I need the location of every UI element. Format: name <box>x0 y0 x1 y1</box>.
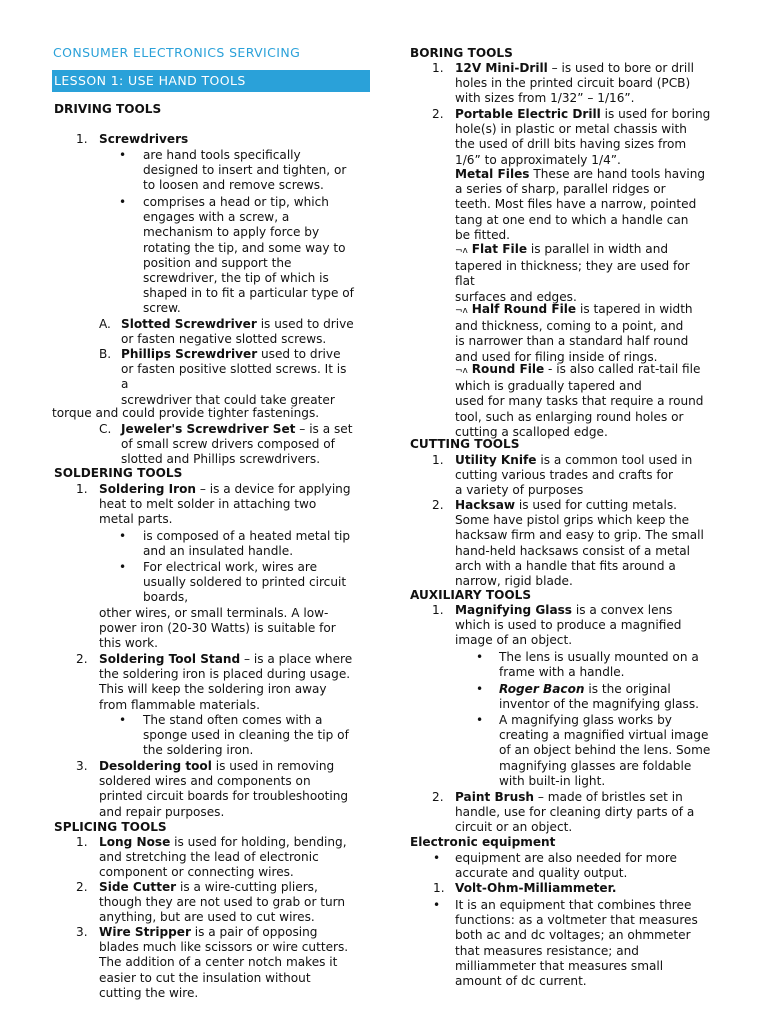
electronic-equipment-heading: Electronic equipment <box>410 835 556 849</box>
mini-drill-item: 12V Mini-Drill – is used to bore or drill holes in the printed circuit board (PCB) with sizes from 1/32” – 1/16”. <box>455 61 694 106</box>
phillips-screwdriver-item: Phillips Screwdriver used to drive or fasten positive slotted screws. It is a screwdriver that could take greater <box>121 347 347 407</box>
bullet-icon <box>433 851 440 866</box>
magnifying-glass-item: Magnifying Glass is a convex lens which is used to produce a magnified image of an object. <box>455 603 682 648</box>
soldering-tools-heading: SOLDERING TOOLS <box>54 466 183 480</box>
screwdriver-bullet-2: comprises a head or tip, which engages with a screw, a mechanism to apply force by rotating the tip, and some way to position and support the screwdriver, the tip of which is shaped in to fit a particular type of screw. <box>143 195 354 316</box>
magnifying-glass-bullet-1: The lens is usually mounted on a frame with a handle. <box>499 650 699 680</box>
lesson-title-bar: LESSON 1: USE HAND TOOLS <box>52 70 370 92</box>
list-number: 2. <box>432 498 444 512</box>
magnifying-glass-bullet-2: Roger Bacon is the original inventor of the magnifying glass. <box>499 682 699 712</box>
bullet-icon <box>476 713 483 728</box>
long-nose-item: Long Nose is used for holding, bending, and stretching the lead of electronic component or connecting wires. <box>99 835 347 880</box>
hacksaw-item: Hacksaw is used for cutting metals. Some have pistol grips which keep the hacksaw firm and easy to grip. The small hand-held hacksaws consist of a metal arch with a handle that fits around a narrow, rigid blade. <box>455 498 704 589</box>
list-number: 3. <box>76 925 88 939</box>
electronic-equipment-bullet-1: equipment are also needed for more accurate and quality output. <box>455 851 677 881</box>
list-number: 1. <box>433 881 445 895</box>
list-letter: B. <box>99 347 112 361</box>
soldering-stand-bullet-1: The stand often comes with a sponge used in cleaning the tip of the soldering iron. <box>143 713 349 758</box>
phillips-screwdriver-continuation: torque and could provide tighter fastenings. <box>52 406 320 420</box>
slotted-screwdriver-item: Slotted Screwdriver is used to drive or fasten negative slotted screws. <box>121 317 354 347</box>
list-number: 1. <box>432 61 444 75</box>
list-number: 2. <box>432 107 444 121</box>
desoldering-tool-item: Desoldering tool is used in removing soldered wires and components on printed circuit boards for troubleshooting and repair purposes. <box>99 759 349 819</box>
screwdriver-bullet-1: are hand tools specifically designed to insert and tighten, or to loosen and remove screws. <box>143 148 347 193</box>
soldering-iron-continuation: other wires, or small terminals. A low- power iron (20-30 Watts) is suitable for this work. <box>99 606 336 651</box>
driving-tools-heading: DRIVING TOOLS <box>54 102 162 116</box>
file-marker-icon: ¬ʌ <box>455 246 468 256</box>
magnifying-glass-bullet-3: A magnifying glass works by creating a magnified virtual image of an object behind the lens. Some magnifying glasses are foldable with built-in light. <box>499 713 711 788</box>
bullet-icon <box>476 682 483 697</box>
soldering-iron-item: Soldering Iron – is a device for applying heat to melt solder in attaching two metal parts. <box>99 482 351 527</box>
bullet-icon <box>433 898 440 913</box>
wire-stripper-item: Wire Stripper is a pair of opposing blades much like scissors or wire cutters. The addition of a center notch makes it easier to cut the insulation without cutting the wire. <box>99 925 349 1000</box>
paint-brush-item: Paint Brush – made of bristles set in handle, use for cleaning dirty parts of a circuit or an object. <box>455 790 695 835</box>
list-number: 1. <box>432 453 444 467</box>
electronic-equipment-bullet-2: It is an equipment that combines three functions: as a voltmeter that measures both ac and dc voltages; an ohmmeter that measures resistance; and milliammeter that measures small amount of dc current. <box>455 898 698 989</box>
soldering-iron-bullet-1: is composed of a heated metal tip and an insulated handle. <box>143 529 351 559</box>
bullet-icon <box>119 560 126 575</box>
flat-file-item: ¬ʌ Flat File is parallel in width and tapered in thickness; they are used for flat surfaces and edges. <box>455 242 690 304</box>
list-number: 3. <box>76 759 88 773</box>
bullet-icon <box>476 650 483 665</box>
metal-files-item: Metal Files These are hand tools having a series of sharp, parallel ridges or teeth. Most files have a narrow, pointed tang at one end to which a handle can be fitted. <box>455 167 706 242</box>
portable-drill-item: Portable Electric Drill is used for boring hole(s) in plastic or metal chassis with the used of drill bits having sizes from 1/6” to approximately 1/4”. <box>455 107 711 167</box>
list-letter: A. <box>99 317 111 331</box>
list-number: 1. <box>76 132 88 146</box>
bullet-icon <box>119 148 126 163</box>
file-marker-icon: ¬ʌ <box>455 366 468 376</box>
file-marker-icon: ¬ʌ <box>455 306 468 316</box>
soldering-stand-item: Soldering Tool Stand – is a place where the soldering iron is placed during usage. This will keep the soldering iron away from flammable materials. <box>99 652 353 712</box>
list-number: 1. <box>76 482 88 496</box>
round-file-item: ¬ʌ Round File - is also called rat-tail file which is gradually tapered and used for many tasks that require a round tool, such as enlarging round holes or cutting a scalloped edge. <box>455 362 704 439</box>
bullet-icon <box>119 195 126 210</box>
utility-knife-item: Utility Knife is a common tool used in cutting various trades and crafts for a variety of purposes <box>455 453 693 498</box>
jeweler-screwdriver-item: Jeweler's Screwdriver Set – is a set of small screw drivers composed of slotted and Phillips screwdrivers. <box>121 422 353 467</box>
side-cutter-item: Side Cutter is a wire-cutting pliers, though they are not used to grab or turn anything, but are used to cut wires. <box>99 880 346 925</box>
list-number: 1. <box>432 603 444 617</box>
splicing-tools-heading: SPLICING TOOLS <box>54 820 167 834</box>
vom-title: Volt-Ohm-Milliammeter. <box>455 881 617 895</box>
screwdrivers-title: Screwdrivers <box>99 132 189 146</box>
document-title: CONSUMER ELECTRONICS SERVICING <box>53 45 301 60</box>
list-number: 1. <box>76 835 88 849</box>
list-number: 2. <box>76 652 88 666</box>
boring-tools-heading: BORING TOOLS <box>410 46 513 60</box>
auxiliary-tools-heading: AUXILIARY TOOLS <box>410 588 532 602</box>
bullet-icon <box>119 713 126 728</box>
bullet-icon <box>119 529 126 544</box>
list-number: 2. <box>76 880 88 894</box>
list-number: 2. <box>432 790 444 804</box>
list-letter: C. <box>99 422 112 436</box>
half-round-file-item: ¬ʌ Half Round File is tapered in width and thickness, coming to a point, and is narrower than a standard half round and used for filing inside of rings. <box>455 302 693 364</box>
soldering-iron-bullet-2: For electrical work, wires are usually soldered to printed circuit boards, <box>143 560 347 605</box>
cutting-tools-heading: CUTTING TOOLS <box>410 437 520 451</box>
